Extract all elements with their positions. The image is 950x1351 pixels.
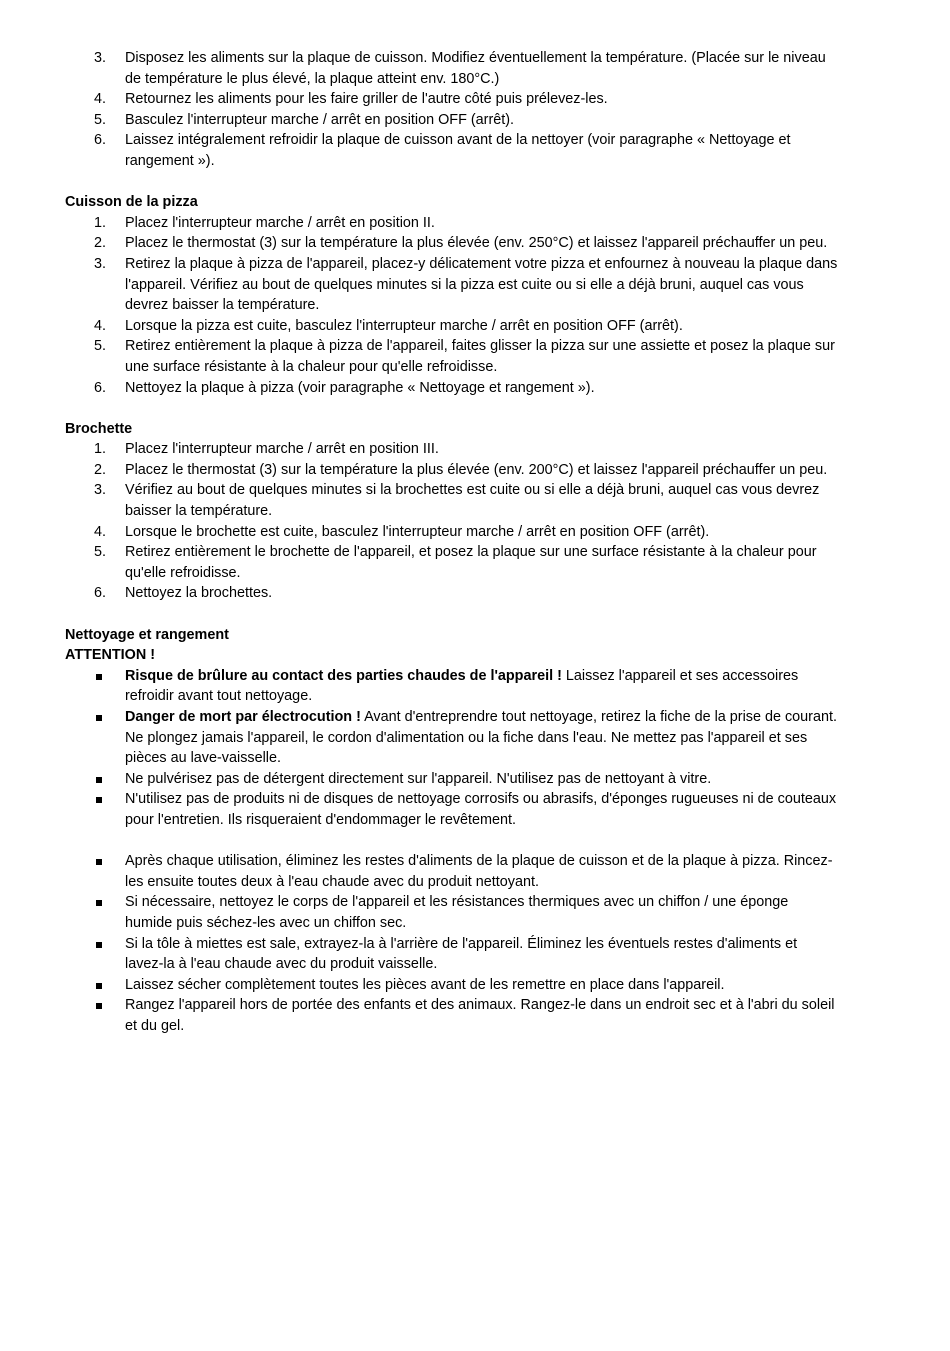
step-text: Lorsque le brochette est cuite, basculez l'interrupteur marche / arrêt en position OFF (arrêt). — [125, 523, 710, 540]
instruction-text: Si la tôle à miettes est sale, extrayez-la à l'arrière de l'appareil. Éliminez les éventuels restes d'aliments et lavez-la à l'eau chaude avec du produit vaisselle. — [125, 935, 798, 973]
list-item — [0, 769, 950, 790]
step-text: Retirez entièrement le brochette de l'appareil, et posez la plaque sur une surface résistante à la chaleur pour qu'elle refroidisse. — [125, 544, 817, 581]
list-item — [0, 892, 950, 933]
step-number: 6. — [94, 379, 107, 396]
warning-title: Risque de brûlure au contact des parties chaudes de l'appareil ! — [125, 667, 562, 684]
step-number: 4. — [94, 523, 107, 540]
list-item — [0, 934, 950, 975]
step-number: 3. — [94, 255, 107, 272]
step-number: 2. — [94, 235, 107, 252]
warning-title: Danger de mort par électrocution ! — [125, 709, 361, 725]
step-number: 3. — [94, 482, 107, 499]
list-item — [0, 130, 950, 171]
instruction-text: Après chaque utilisation, éliminez les restes d'aliments de la plaque de cuisson et de la plaque à pizza. Rincez-les ensuite toutes deux à l'eau chaude avec du produit nettoyant. — [125, 853, 833, 890]
continued-steps-list — [0, 48, 950, 172]
list-item — [0, 460, 950, 481]
list-item — [0, 995, 950, 1036]
step-number: 5. — [94, 544, 107, 561]
step-number: 4. — [94, 91, 107, 108]
list-item — [0, 480, 950, 521]
warning-text: Avant d'entreprendre tout nettoyage, retirez la fiche de la prise de courant. Ne plongez jamais l'appareil, le cordon d'alimentation ou la fiche dans l'eau. Ne mettez pas l'appareil et ses pièces au lave-vaisselle. — [125, 709, 837, 767]
bullet-icon — [96, 900, 102, 906]
step-text: Vérifiez au bout de quelques minutes si la brochettes est cuite ou si elle a déjà bruni, auquel cas vous devrez baisser la température. — [125, 482, 820, 520]
list-item — [0, 233, 950, 254]
list-item — [0, 542, 950, 583]
list-item — [0, 522, 950, 543]
warning-text: N'utilisez pas de produits ni de disques de nettoyage corrosifs ou abrasifs, d'éponges rugueuses ni de couteaux pour l'entretien. Ils risqueraient d'endommager le revêtement. — [125, 791, 837, 828]
step-text: Retournez les aliments pour les faire griller de l'autre côté puis prélevez-les. — [125, 91, 608, 108]
section-heading-pizza: Cuisson de la pizza — [65, 194, 198, 211]
list-item — [0, 789, 950, 830]
bullet-icon — [96, 1003, 102, 1009]
list-item — [0, 213, 950, 234]
list-item — [0, 666, 950, 707]
step-number: 3. — [94, 50, 107, 66]
document-page — [0, 48, 950, 1037]
step-number: 6. — [94, 585, 107, 602]
step-text: Nettoyez la plaque à pizza (voir paragraphe « Nettoyage et rangement »). — [125, 379, 595, 396]
step-text: Nettoyez la brochettes. — [125, 585, 273, 602]
step-number: 1. — [94, 441, 107, 458]
step-text: Retirez entièrement la plaque à pizza de l'appareil, faites glisser la pizza sur une assiette et posez la plaque sur une surface résistante à la chaleur pour qu'elle refroidisse. — [125, 338, 835, 375]
bullet-icon — [96, 859, 102, 865]
list-item — [0, 254, 950, 316]
warning-text: Laissez l'appareil et ses accessoires refroidir avant tout nettoyage. — [125, 667, 799, 705]
step-number: 1. — [94, 214, 107, 231]
step-text: Basculez l'interrupteur marche / arrêt en position OFF (arrêt). — [125, 111, 515, 128]
step-text: Placez l'interrupteur marche / arrêt en position II. — [125, 214, 435, 231]
step-text: Laissez intégralement refroidir la plaque de cuisson avant de la nettoyer (voir paragraphe « Nettoyage et rangement »). — [125, 132, 791, 169]
bullet-icon — [96, 942, 102, 948]
list-item — [0, 48, 950, 89]
step-number: 6. — [94, 132, 107, 149]
bullet-icon — [96, 674, 102, 680]
pizza-steps-list — [0, 213, 950, 398]
cleaning-instructions-list — [0, 851, 950, 1036]
section-heading-brochette: Brochette — [65, 420, 133, 437]
list-item — [0, 851, 950, 892]
step-number: 4. — [94, 317, 107, 334]
list-item — [0, 316, 950, 337]
warnings-list — [0, 666, 950, 831]
list-item — [0, 583, 950, 604]
brochette-steps-list — [0, 439, 950, 604]
spacer — [0, 831, 950, 852]
list-item — [0, 439, 950, 460]
bullet-icon — [96, 715, 102, 721]
bullet-icon — [96, 797, 102, 803]
bullet-icon — [96, 983, 102, 989]
spacer — [0, 172, 950, 193]
list-item — [0, 378, 950, 399]
step-number: 5. — [94, 111, 107, 128]
instruction-text: Si nécessaire, nettoyez le corps de l'appareil et les résistances thermiques avec un chiffon / une éponge humide puis séchez-les avec un chiffon sec. — [125, 894, 789, 931]
instruction-text: Rangez l'appareil hors de portée des enfants et des animaux. Rangez-le dans un endroit sec et à l'abri du soleil et du gel. — [125, 997, 835, 1034]
step-text: Retirez la plaque à pizza de l'appareil, placez-y délicatement votre pizza et enfournez à nouveau la plaque dans l'appareil. Vérifiez au bout de quelques minutes si la pizza est cuite ou si elle a déjà bruni, auquel cas vous devrez baisser la température. — [125, 255, 838, 314]
list-item — [0, 89, 950, 110]
attention-label: ATTENTION ! — [65, 647, 156, 664]
section-heading-cleaning: Nettoyage et rangement — [65, 626, 229, 643]
instruction-text: Laissez sécher complètement toutes les pièces avant de les remettre en place dans l'appareil. — [125, 976, 725, 993]
list-item — [0, 336, 950, 377]
step-text: Placez le thermostat (3) sur la température la plus élevée (env. 200°C) et laissez l'appareil préchauffer un peu. — [125, 461, 828, 478]
list-item — [0, 707, 950, 769]
spacer — [0, 604, 950, 625]
list-item — [0, 110, 950, 131]
warning-text: Ne pulvérisez pas de détergent directement sur l'appareil. N'utilisez pas de nettoyant à vitre. — [125, 770, 712, 787]
step-number: 5. — [94, 338, 107, 355]
spacer — [0, 398, 950, 419]
step-text: Disposez les aliments sur la plaque de cuisson. Modifiez éventuellement la température. (Placée sur le niveau de température le plus élevé, la plaque atteint env. 180°C.) — [125, 50, 826, 87]
step-text: Placez l'interrupteur marche / arrêt en position III. — [125, 441, 439, 458]
list-item — [0, 975, 950, 996]
step-text: Placez le thermostat (3) sur la température la plus élevée (env. 250°C) et laissez l'appareil préchauffer un peu. — [125, 235, 828, 252]
step-number: 2. — [94, 461, 107, 478]
step-text: Lorsque la pizza est cuite, basculez l'interrupteur marche / arrêt en position OFF (arrêt). — [125, 317, 683, 334]
bullet-icon — [96, 777, 102, 783]
